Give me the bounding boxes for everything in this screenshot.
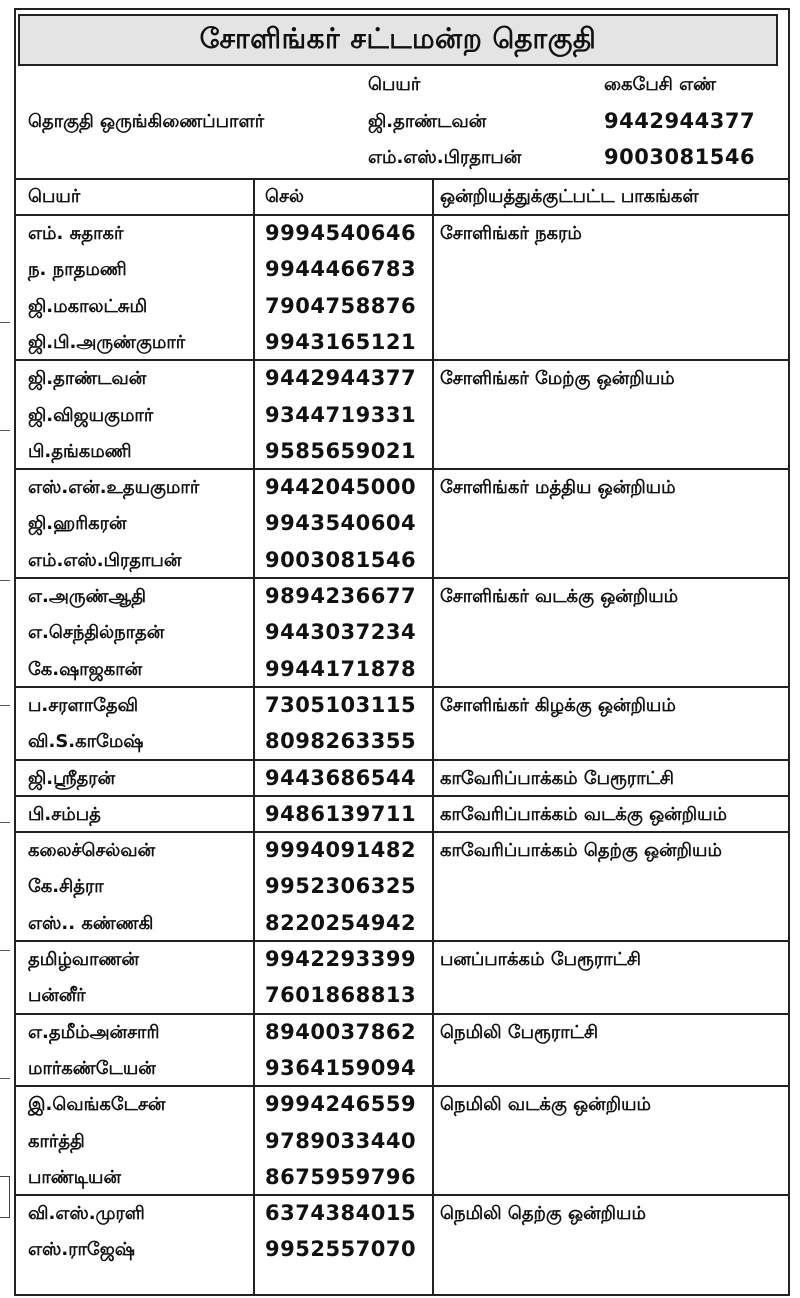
row-cell-number: 9952306325: [265, 874, 417, 899]
row-area: சோளிங்கர் மத்திய ஒன்றியம்: [440, 477, 676, 499]
row-name: எம்.எஸ்.பிரதாபன்: [28, 549, 182, 571]
row-cell-number: 9952557070: [265, 1237, 417, 1262]
row-name: பி.தங்கமணி: [28, 440, 132, 462]
row-cell-number: 7904758876: [265, 293, 417, 318]
row-cell-number: 8098263355: [265, 729, 417, 754]
row-name: இ.வெங்கடேசன்: [28, 1094, 166, 1116]
row-name: ந. நாதமணி: [28, 259, 127, 281]
coordinator-name: ஜி.தாண்டவன்: [368, 111, 487, 132]
row-cell-number: 9442944377: [265, 366, 417, 391]
group-divider: [16, 1013, 788, 1015]
row-area: சோளிங்கர் வடக்கு ஒன்றியம்: [440, 586, 679, 607]
coordinator-name-heading: பெயர்: [368, 74, 421, 95]
coordinator-phone: 9003081546: [604, 145, 756, 169]
row-name: ஜி.ஶ்ரீதரன்: [28, 767, 116, 789]
row-cell-number: 9994540646: [265, 221, 417, 245]
row-area: காவேரிப்பாக்கம் பேரூராட்சி: [440, 767, 675, 789]
row-name: மார்கண்டேயன்: [28, 1057, 156, 1079]
group-divider: [16, 686, 788, 688]
row-name: எ.அருண்ஆதி: [28, 586, 146, 607]
coordinator-name: எம்.எஸ்.பிரதாபன்: [368, 147, 522, 168]
margin-box: [0, 1176, 10, 1218]
row-cell-number: 9443686544: [265, 765, 417, 790]
row-area: நெமிலி தெற்கு ஒன்றியம்: [440, 1203, 646, 1225]
row-name: கார்த்தி: [28, 1130, 85, 1152]
row-name: ப.சரளாதேவி: [28, 694, 139, 716]
row-cell-number: 9994246559: [265, 1092, 417, 1117]
row-cell-number: 9364159094: [265, 1055, 417, 1080]
row-area: பனப்பாக்கம் பேரூராட்சி: [440, 949, 641, 970]
row-name: கே.சித்ரா: [28, 876, 104, 898]
row-cell-number: 9003081546: [265, 547, 417, 572]
group-divider: [16, 1085, 788, 1087]
row-name: வி.எஸ்.முரளி: [28, 1203, 145, 1225]
row-cell-number: 9442045000: [265, 475, 417, 500]
row-cell-number: 9994091482: [265, 838, 417, 863]
row-cell-number: 9585659021: [265, 438, 417, 463]
row-cell-number: 8675959796: [265, 1164, 417, 1189]
group-divider: [16, 359, 788, 361]
group-divider: [16, 831, 788, 833]
margin-mark: [0, 322, 10, 323]
coordinator-phone-heading: கைபேசி எண்: [604, 74, 717, 95]
row-name: பாண்டியன்: [28, 1166, 121, 1188]
row-cell-number: 8220254942: [265, 910, 417, 935]
row-name: கே.ஷாஜகான்: [28, 658, 143, 680]
row-name: கலைச்செல்வன்: [28, 840, 156, 862]
row-cell-number: 6374384015: [265, 1201, 417, 1226]
divider: [16, 214, 788, 216]
row-cell-number: 8940037862: [265, 1019, 417, 1044]
group-divider: [16, 468, 788, 470]
margin-mark: [0, 822, 10, 823]
row-cell-number: 9344719331: [265, 402, 417, 427]
margin-mark: [0, 950, 10, 951]
row-name: வி.S.காமேஷ்: [28, 731, 144, 753]
row-area: சோளிங்கர் மேற்கு ஒன்றியம்: [440, 368, 675, 390]
row-cell-number: 7601868813: [265, 983, 417, 1008]
row-name: எஸ்.என்.உதயகுமார்: [28, 477, 200, 499]
group-divider: [16, 795, 788, 797]
row-name: எம். சுதாகர்: [28, 223, 124, 244]
row-cell-number: 9943540604: [265, 511, 417, 536]
group-divider: [16, 940, 788, 942]
row-name: தமிழ்வாணன்: [28, 949, 139, 970]
row-area: நெமிலி வடக்கு ஒன்றியம்: [440, 1094, 652, 1116]
row-cell-number: 9944171878: [265, 656, 417, 681]
header-name: பெயர்: [28, 186, 81, 207]
row-area: சோளிங்கர் நகரம்: [440, 223, 582, 244]
row-area: காவேரிப்பாக்கம் வடக்கு ஒன்றியம்: [440, 803, 728, 825]
row-name: ஜி.ஹரிகரன்: [28, 513, 127, 535]
row-area: காவேரிப்பாக்கம் தெற்கு ஒன்றியம்: [440, 840, 722, 862]
margin-mark: [0, 580, 10, 581]
row-cell-number: 9443037234: [265, 620, 417, 645]
coordinator-role: தொகுதி ஒருங்கிணைப்பாளர்: [28, 111, 265, 132]
header-cell: செல்: [265, 186, 304, 207]
group-divider: [16, 1194, 788, 1196]
row-name: எ.செந்தில்நாதன்: [28, 622, 165, 644]
header-area: ஒன்றியத்துக்குட்பட்ட பாகங்கள்: [440, 186, 699, 207]
row-cell-number: 9943165121: [265, 329, 417, 354]
margin-mark: [0, 430, 10, 431]
row-name: ஜி.விஜயகுமார்: [28, 404, 154, 426]
row-name: ஜி.மகாலட்சுமி: [28, 295, 148, 317]
row-name: ஜி.பி.அருண்குமார்: [28, 331, 186, 353]
margin-mark: [0, 705, 10, 706]
row-name: எஸ்.ராஜேஷ்: [28, 1239, 135, 1261]
group-divider: [16, 759, 788, 761]
row-name: எ.தமீம்அன்சாரி: [28, 1021, 160, 1043]
divider: [16, 178, 788, 180]
column-divider: [432, 179, 434, 1296]
row-cell-number: 9942293399: [265, 947, 417, 971]
margin-mark: [0, 1078, 10, 1079]
row-cell-number: 9894236677: [265, 584, 417, 608]
row-cell-number: 9486139711: [265, 801, 417, 826]
page-title: சோளிங்கர் சட்டமன்ற தொகுதி: [18, 14, 778, 66]
row-name: பன்னீர்: [28, 985, 86, 1007]
row-cell-number: 7305103115: [265, 692, 417, 717]
row-cell-number: 9789033440: [265, 1128, 417, 1153]
column-divider: [253, 179, 255, 1296]
coordinator-phone: 9442944377: [604, 109, 756, 133]
row-area: நெமிலி பேரூராட்சி: [440, 1021, 599, 1043]
group-divider: [16, 577, 788, 579]
row-area: சோளிங்கர் கிழக்கு ஒன்றியம்: [440, 694, 676, 716]
row-cell-number: 9944466783: [265, 257, 417, 282]
row-name: ஜி.தாண்டவன்: [28, 368, 147, 390]
row-name: எஸ்.. கண்ணகி: [28, 912, 154, 934]
row-name: பி.சம்பத்: [28, 803, 101, 825]
